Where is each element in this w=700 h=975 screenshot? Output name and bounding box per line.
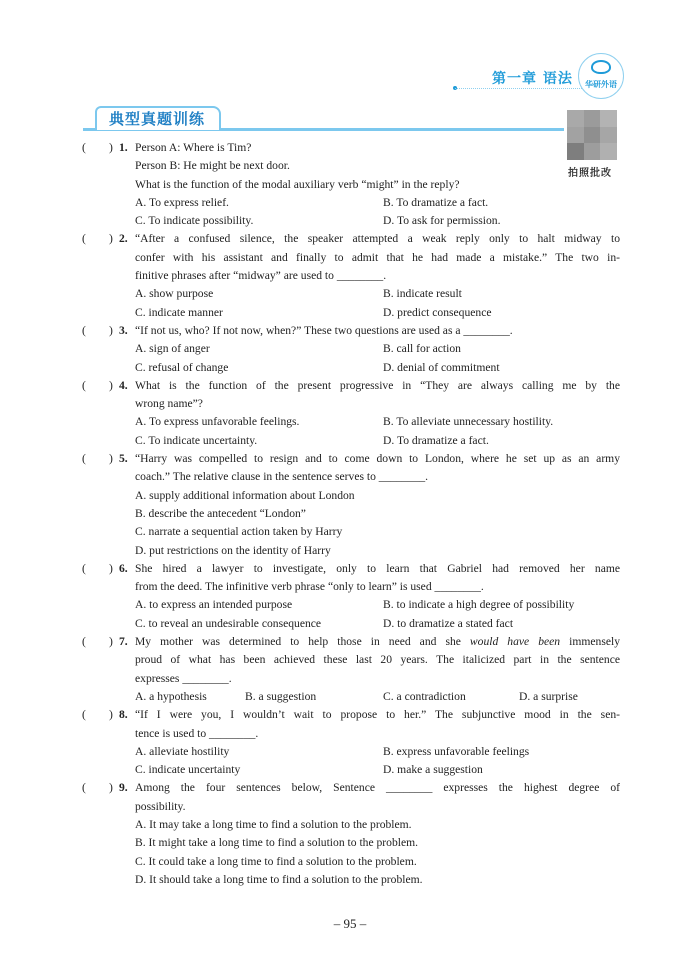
options-row [0, 359, 700, 377]
question-number: 9. [119, 781, 128, 795]
answer-bracket-open[interactable]: ( [82, 141, 86, 154]
options-row [0, 487, 700, 505]
answer-bracket-open[interactable]: ( [82, 323, 86, 337]
question-text [135, 176, 620, 194]
question-text [135, 468, 620, 486]
stem-text: What is the function of the present progressive in “They are always calling me by the [135, 378, 620, 392]
stem-text: from the deed. The infinitive verb phrase “only to learn” is used ________. [135, 580, 484, 594]
stem-text: What is the function of the modal auxiliary verb “might” in the reply? [135, 177, 460, 191]
answer-bracket-open[interactable]: ( [82, 708, 86, 722]
stem-line [0, 322, 700, 340]
question-text [135, 377, 620, 395]
option-a: A. to express an intended purpose [135, 598, 293, 612]
option-a: A. alleviate hostility [135, 744, 230, 758]
logo-text: 华研外语 [585, 80, 617, 89]
question-number: 5. [119, 452, 128, 466]
stem-text: Among the four sentences below, Sentence ________ expresses the highest degree of [135, 781, 620, 795]
question-text [135, 651, 620, 669]
stem-text: finitive phrases after “midway” are used to ________. [135, 269, 387, 283]
question-text [135, 706, 620, 724]
answer-bracket-close[interactable]: ) [109, 708, 113, 722]
publisher-logo [578, 53, 624, 99]
italic-phrase: would have been [469, 635, 561, 649]
answer-bracket-close[interactable]: ) [109, 232, 113, 246]
option-b: B. It might take a long time to find a solution to the problem. [135, 836, 419, 850]
stem-line [0, 725, 700, 743]
options-row [0, 304, 700, 322]
stem-text: coach.” The relative clause in the sentence serves to ________. [135, 470, 429, 484]
options-row [0, 688, 700, 706]
stem-text: Person B: He might be next door. [135, 159, 290, 173]
option-d: D. make a suggestion [383, 763, 483, 777]
stem-line [0, 560, 700, 578]
option-d: D. It should take a long time to find a solution to the problem. [135, 872, 423, 886]
answer-bracket-open[interactable]: ( [82, 452, 86, 466]
stem-line [0, 706, 700, 724]
options-row [0, 194, 700, 212]
stem-text: immensely [560, 635, 620, 649]
question-text [135, 779, 620, 797]
answer-bracket-open[interactable]: ( [82, 561, 86, 575]
question-item [0, 322, 700, 377]
answer-bracket-open[interactable]: ( [82, 635, 86, 649]
stem-text: expresses ________. [135, 671, 232, 685]
question-text [135, 267, 620, 285]
question-item [0, 230, 700, 321]
stem-text: proud of what has been achieved these last 20 years. The italicized part in the sentence [135, 653, 620, 667]
question-text [135, 395, 620, 413]
question-item [0, 450, 700, 560]
question-text [135, 139, 620, 157]
option-a: A. supply additional information about London [135, 488, 355, 502]
option-b: B. a suggestion [245, 689, 317, 703]
option-d: D. to dramatize a stated fact [383, 616, 514, 630]
options-row [0, 285, 700, 303]
stem-text: She hired a lawyer to investigate, only to learn that Gabriel had removed her name [135, 561, 620, 575]
option-a: A. show purpose [135, 287, 214, 301]
option-b: B. describe the antecedent “London” [135, 506, 306, 520]
option-b: B. express unfavorable feelings [383, 744, 530, 758]
section-header [95, 106, 221, 130]
answer-bracket-close[interactable]: ) [109, 561, 113, 575]
option-c: C. to reveal an undesirable consequence [135, 616, 322, 630]
answer-bracket-close[interactable]: ) [109, 452, 113, 466]
answer-bracket-close[interactable]: ) [109, 635, 113, 649]
option-b: B. To alleviate unnecessary hostility. [383, 415, 554, 429]
question-number: 2. [119, 232, 128, 246]
option-b: B. to indicate a high degree of possibility [383, 598, 575, 612]
chapter-title: 第一章 语法 [492, 71, 573, 87]
option-a: A. It may take a long time to find a solution to the problem. [135, 817, 412, 831]
question-text [135, 633, 620, 651]
options-row [0, 834, 700, 852]
question-number: 3. [119, 323, 128, 337]
options-row [0, 596, 700, 614]
question-item [0, 633, 700, 706]
options-row [0, 523, 700, 541]
option-a: A. To express relief. [135, 195, 229, 209]
options-row [0, 505, 700, 523]
option-d: D. a surprise [519, 689, 578, 703]
answer-bracket-close[interactable]: ) [109, 141, 113, 154]
stem-text: “If not us, who? If not now, when?” These two questions are used as a ________. [135, 323, 513, 337]
options-row [0, 432, 700, 450]
section-title: 典型真题训练 [109, 110, 206, 128]
logo-mascot-icon [591, 60, 611, 74]
options-row [0, 212, 700, 230]
answer-bracket-open[interactable]: ( [82, 781, 86, 795]
question-item [0, 779, 700, 889]
stem-line [0, 249, 700, 267]
option-c: C. indicate manner [135, 305, 223, 319]
stem-text: My mother was determined to help those in need and she [135, 635, 470, 649]
stem-line [0, 230, 700, 248]
answer-bracket-open[interactable]: ( [82, 378, 86, 392]
stem-text: wrong name”? [135, 397, 203, 411]
qr-label: 拍照批改 [568, 168, 612, 179]
chapter-underline [455, 88, 590, 89]
question-number: 1. [119, 141, 128, 154]
option-a: A. a hypothesis [135, 689, 207, 703]
stem-line [0, 157, 700, 175]
stem-line [0, 176, 700, 194]
question-number: 7. [119, 635, 128, 649]
option-c: C. indicate uncertainty [135, 763, 241, 777]
option-c: C. narrate a sequential action taken by Harry [135, 525, 343, 539]
stem-text: “Harry was compelled to resign and to come down to London, where he set up as an army [135, 452, 620, 466]
option-c: C. refusal of change [135, 360, 229, 374]
stem-line [0, 139, 700, 157]
option-d: D. put restrictions on the identity of Harry [135, 543, 331, 557]
question-text [135, 725, 620, 743]
question-number: 6. [119, 561, 128, 575]
options-row [0, 853, 700, 871]
question-text [135, 798, 620, 816]
question-text [135, 322, 620, 340]
answer-bracket-open[interactable]: ( [82, 232, 86, 246]
stem-text: “If I were you, I wouldn’t wait to propose to her.” The subjunctive mood in the sen- [135, 708, 620, 722]
answer-bracket-close[interactable]: ) [109, 378, 113, 392]
stem-line [0, 578, 700, 596]
option-d: D. predict consequence [383, 305, 492, 319]
stem-text: “After a confused silence, the speaker attempted a weak reply only to halt midway to [135, 232, 620, 246]
answer-bracket-close[interactable]: ) [109, 323, 113, 337]
stem-text: possibility. [135, 799, 186, 813]
question-text [135, 230, 620, 248]
stem-text: confer with his assistant and finally to admit that he had made a mistake.” The two in- [135, 250, 620, 264]
stem-text: tence is used to ________. [135, 726, 259, 740]
option-b: B. To dramatize a fact. [383, 195, 489, 209]
question-text [135, 450, 620, 468]
options-row [0, 542, 700, 560]
option-b: B. call for action [383, 342, 461, 356]
question-text [135, 670, 620, 688]
options-row [0, 871, 700, 889]
stem-text: Person A: Where is Tim? [135, 141, 252, 154]
stem-line [0, 670, 700, 688]
stem-line [0, 633, 700, 651]
question-item [0, 139, 700, 230]
question-list [0, 139, 700, 889]
stem-line [0, 779, 700, 797]
stem-line [0, 267, 700, 285]
option-b: B. indicate result [383, 287, 462, 301]
question-item [0, 377, 700, 450]
stem-line [0, 468, 700, 486]
options-row [0, 615, 700, 633]
option-a: A. To express unfavorable feelings. [135, 415, 300, 429]
stem-line [0, 798, 700, 816]
page-number: – 95 – [333, 916, 367, 931]
question-text [135, 578, 620, 596]
option-c: C. It could take a long time to find a solution to the problem. [135, 854, 417, 868]
option-c: C. To indicate uncertainty. [135, 433, 258, 447]
options-row [0, 340, 700, 358]
stem-line [0, 651, 700, 669]
question-text [135, 560, 620, 578]
option-c: C. To indicate possibility. [135, 214, 254, 228]
options-row [0, 413, 700, 431]
options-row [0, 743, 700, 761]
question-text [135, 249, 620, 267]
options-row [0, 816, 700, 834]
stem-line [0, 395, 700, 413]
option-c: C. a contradiction [383, 689, 466, 703]
stem-line [0, 450, 700, 468]
question-text [135, 157, 620, 175]
question-number: 8. [119, 708, 128, 722]
question-number: 4. [119, 378, 128, 392]
question-item [0, 706, 700, 779]
option-a: A. sign of anger [135, 342, 210, 356]
stem-line [0, 377, 700, 395]
option-d: D. To dramatize a fact. [383, 433, 489, 447]
option-d: D. To ask for permission. [383, 214, 501, 228]
answer-bracket-close[interactable]: ) [109, 781, 113, 795]
option-d: D. denial of commitment [383, 360, 500, 374]
question-item [0, 560, 700, 633]
options-row [0, 761, 700, 779]
